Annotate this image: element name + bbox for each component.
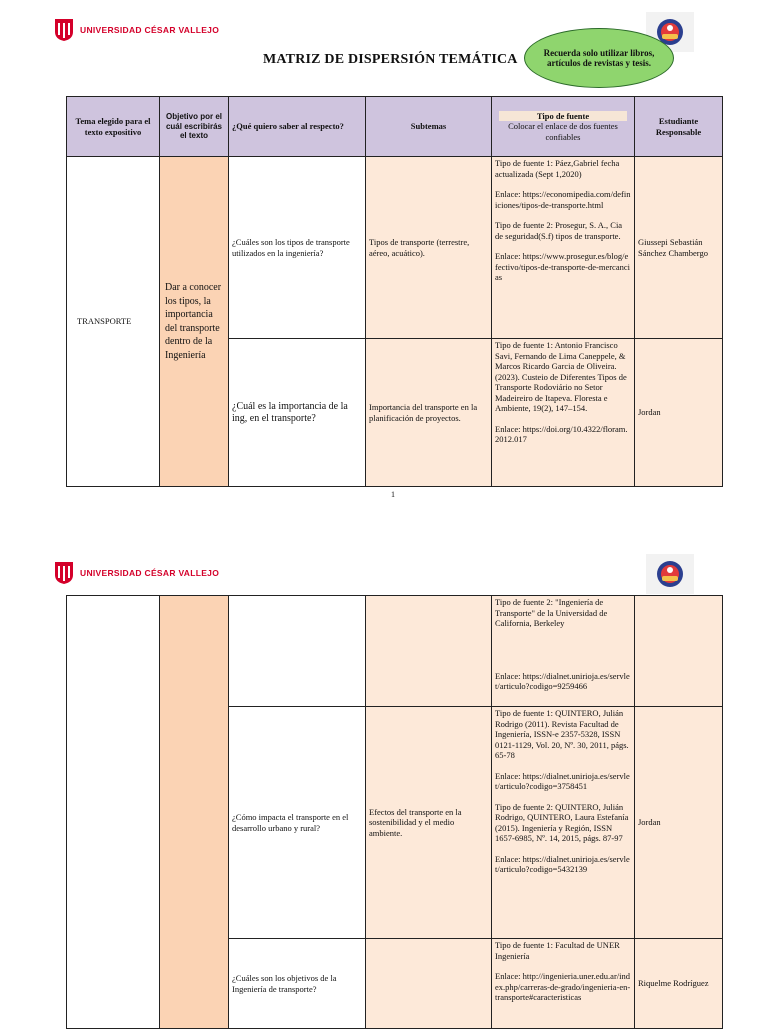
fuente-line: Enlace: http://ingenieria.uner.edu.ar/index.php/carreras-de-grado/ingenieria-en-transporte#caracteristicas [495,971,631,1002]
fuente-cell [492,596,635,707]
pregunta-cell: ¿Cuál es la importancia de la ing, en el transporte? [229,339,366,487]
estudiante-cell: Jordan [635,707,723,939]
tema-cell: TRANSPORTE [67,157,160,487]
subtema-cell: Tipos de transporte (terrestre, aéreo, acuático). [366,157,492,339]
fuente-line: Enlace: https://economipedia.com/definiciones/tipos-de-transporte.html [495,189,631,210]
university-logo [54,18,219,42]
fuente-line: Enlace: https://doi.org/10.4322/floram.2012.017 [495,423,628,444]
estudiante-cell: Giussepi Sebastián Sánchez Chambergo [635,157,723,339]
header-tema: Tema elegido para el texto expositivo [67,97,160,157]
fuente-line: Tipo de fuente 1: Páez,Gabriel fecha actualizada (Sept 1,2020) [495,158,620,179]
fuente-line: Tipo de fuente 2: "Ingeniería de Transporte" de la Universidad de California, Berkeley [495,597,608,628]
fuente-line: Enlace: https://dialnet.unirioja.es/servlet/articulo?codigo=3758451 [495,770,630,791]
matrix-table-page1 [66,96,723,487]
fuente-line: Enlace: https://www.prosegur.es/blog/efectivo/tipos-de-transporte-de-mercancias [495,251,630,282]
header-estudiante: Estudiante Responsable [635,97,723,157]
subtema-cell [366,596,492,707]
page-title: MATRIZ DE DISPERSIÓN TEMÁTICA [263,52,518,67]
header-pregunta: ¿Qué quiero saber al respecto? [229,97,366,157]
fuente-cell [492,157,635,339]
pregunta-cell [229,596,366,707]
subtema-cell: Importancia del transporte en la planificación de proyectos. [366,339,492,487]
pregunta-cell: ¿Cómo impacta el transporte en el desarrollo urbano y rural? [229,707,366,939]
estudiante-cell [635,596,723,707]
pregunta-cell: ¿Cuáles son los objetivos de la Ingeniería de transporte? [229,939,366,1029]
header-objetivo: Objetivo por el cuál escribirás el texto [160,97,229,157]
university-name: UNIVERSIDAD CÉSAR VALLEJO [80,25,220,35]
header-fuente-sub: Colocar el enlace de dos fuentes confiables [508,121,618,142]
fuente-line: Tipo de fuente 1: QUINTERO, Julián Rodrigo (2011). Revista Facultad de Ingeniería, ISSN-e 2357-5328, ISSN 0121-1129, Vol. 20, Nº. 30, 2011, págs. 65-78 [495,708,629,760]
page-number: 1 [391,490,395,499]
university-logo [54,561,219,585]
fuente-line: Tipo de fuente 1: Antonio Francisco Savi, Fernando de Lima Caneppele, & Marcos Ricardo Garcia de Oliveira. (2023). Custeio de Diferentes Tipos de Transporte Rodoviário no Setor Madeireiro de Itapeva. Floresta e Ambiente, 19(2), 147–154. [495,340,627,413]
fuente-line: Enlace: https://dialnet.unirioja.es/servlet/articulo?codigo=9259466 [495,670,630,691]
institution-emblem [646,554,694,594]
subtema-cell [366,939,492,1029]
university-name: UNIVERSIDAD CÉSAR VALLEJO [80,568,220,578]
fuente-cell [492,707,635,939]
estudiante-cell: Jordan [635,339,723,487]
pregunta-cell: ¿Cuáles son los tipos de transporte utilizados en la ingeniería? [229,157,366,339]
fuente-cell [492,939,635,1029]
objetivo-cell: Dar a conocer los tipos, la importancia del transporte dentro de la Ingeniería [160,157,229,487]
tema-cell [67,596,160,1029]
header-subtemas: Subtemas [366,97,492,157]
header-fuente [492,97,635,157]
matrix-table-page2 [66,595,723,1029]
fuente-cell [492,339,635,487]
header-fuente-title: Tipo de fuente [499,111,627,122]
university-shield-icon [54,18,74,42]
subtema-cell: Efectos del transporte en la sostenibilidad y el medio ambiente. [366,707,492,939]
fuente-line: Tipo de fuente 2: Prosegur, S. A., Cia de seguridad(S.f) tipos de transporte. [495,220,623,241]
emblem-icon [655,559,685,589]
fuente-line: Tipo de fuente 1: Facultad de UNER Ingeniería [495,940,620,961]
fuente-line: Tipo de fuente 2: QUINTERO, Julián Rodrigo, QUINTERO, Laura Estefanía (2015). Ingeniería y Región, ISSN 1657-6985, Nº. 14, 2015, págs. 87-97 [495,801,629,843]
fuente-line: Enlace: https://dialnet.unirioja.es/servlet/articulo?codigo=5432139 [495,853,630,874]
objetivo-cell [160,596,229,1029]
estudiante-cell: Riquelme Rodríguez [635,939,723,1029]
reminder-callout: Recuerda solo utilizar libros, artículos de revistas y tesis. [524,28,674,88]
university-shield-icon [54,561,74,585]
